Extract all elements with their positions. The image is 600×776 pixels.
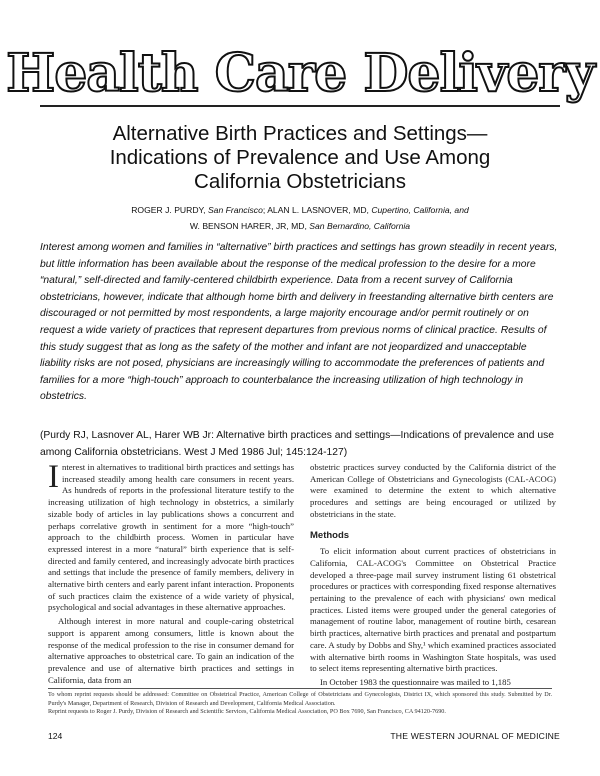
body-paragraph-3: obstetric practices survey conducted by the California district of the American College of Obstetricians and Gynecologists (CAL-ACOG) were examined to determine the extent to which alternative procedures and settings are being encouraged or utilized by obstetricians in the state. [310, 462, 556, 519]
author-2-place: Cupertino, California [371, 205, 450, 215]
methods-heading: Methods [310, 529, 350, 541]
authors-line-1 [60, 202, 540, 218]
section-heading: Health Care Delivery [6, 43, 594, 104]
body-paragraph-2: Although interest in more natural and couple-caring obstetrical support is apparent among consumers, little is known about the response of the medical profession to the rise in consumer demand for alternative approaches to obstetrical care. To gain an indication of the prevalence and use of alternative birth practices and settings in California, data from an [48, 616, 294, 685]
article-title [60, 122, 540, 194]
author-3-name: W. BENSON HARER, JR, MD, [189, 221, 310, 231]
author-3-place: San Bernardino, California [309, 221, 411, 231]
footnote-rule [48, 688, 552, 689]
title-line-1: Alternative Birth Practices and Settings— [112, 122, 488, 145]
footnote [48, 691, 552, 717]
author-2-name: ; ALAN L. LASNOVER, MD, [262, 205, 372, 215]
body-column-right [310, 462, 556, 691]
author-list [60, 202, 540, 234]
abstract: Interest among women and families in “alternative” birth practices and settings has grown steadily in recent years, but little information has been available about the response of the medical profession to the desire for a more “natural,” self-directed and family-centered childbirth experience. Data from a recent survey of California obstetricians, however, indicate that although home birth and delivery in freestanding alternative birth centers are discouraged or not permitted by most respondents, a large majority encourage and/or permit routinely or on request a wide variety of practices that represent departures from previous norms of clinical practice. Results of this study suggest that as long as the safety of the mother and infant are not jeopardized and unacceptable liability risks are not posed, physicians are increasingly willing to accommodate the preferences of patients and families for a more “high-touch” approach to counterbalance the increasing utilization of high technology in obstetrics. [40, 242, 558, 403]
drop-cap: I [48, 459, 59, 495]
methods-paragraph-1: To elicit information about current practices of obstetricians in California, CAL-ACOG's Committee on Obstetrical Practice developed a three-page mail survey instrument listing 61 obstetrical procedures or practices with corresponding fixed response alternatives pertaining to the prevalence of each with physicians' own medical practices. Listed items were grouped under the general categories of management of routine labor, management of routine birth, cesarean birth practices, alternative birth practices and prenatal and postpartum care. A study by Dobbs and Shy,¹ which examined practices associated with alternative birth rooms in Washington State hospitals, was used to select items representing alternative birth practices. [310, 546, 556, 674]
footnote-line-2: Reprint requests to Roger J. Purdy, Division of Research and Scientific Services, California Medical Association, PO Box 7690, San Francisco, CA 94120-7690. [48, 708, 446, 716]
page-number: 124 [48, 731, 63, 741]
heading-rule [40, 105, 560, 107]
authors-line-2 [60, 218, 540, 234]
body-column-left [48, 459, 294, 688]
author-1-place: San Francisco [207, 205, 263, 215]
author-2-tail: , and [449, 205, 469, 215]
intro-paragraph [48, 459, 294, 614]
intro-text: nterest in alternatives to traditional birth practices and settings has increased steadily among health care consumers in recent years. As hundreds of reports in the professional literature testify to the increasing utilization of high technology in obstetrics, a similarly sizable body of articles in lay publications shows a concurrent and perhaps correlative growth in sentiment for a more “high-touch” approach to the childbirth process. Women in particular have expressed interest in a more “natural” birth experience that is self-directed and family centered, and increasingly advocate birth practices and settings that include the presence of family members, delivery in alternative birth centers and early parent infant interaction. Proponents of such practices claim the existence of a wide variety of physical, psychological and social advantages in these alternative approaches. [48, 462, 294, 613]
title-line-2: Indications of Prevalence and Use Among [109, 146, 491, 169]
title-line-3: California Obstetricians [194, 170, 406, 193]
footnote-line-1: To whom reprint requests should be addressed: Committee on Obstetrical Practice, American College of Obstetricians and Gynecologists, District IX, which sponsored this study. Submitted by Dr. Purdy's Manager, Department of Research, Division of Research and Development, California Medical Association. [48, 691, 552, 707]
citation: (Purdy RJ, Lasnover AL, Harer WB Jr: Alternative birth practices and settings—Indications of prevalence and use among California obstetricians. West J Med 1986 Jul; 145:124-127) [40, 430, 554, 458]
methods-paragraph-2: In October 1983 the questionnaire was mailed to 1,185 [320, 676, 511, 687]
journal-name: THE WESTERN JOURNAL OF MEDICINE [390, 731, 560, 741]
author-1-name: ROGER J. PURDY, [131, 205, 208, 215]
